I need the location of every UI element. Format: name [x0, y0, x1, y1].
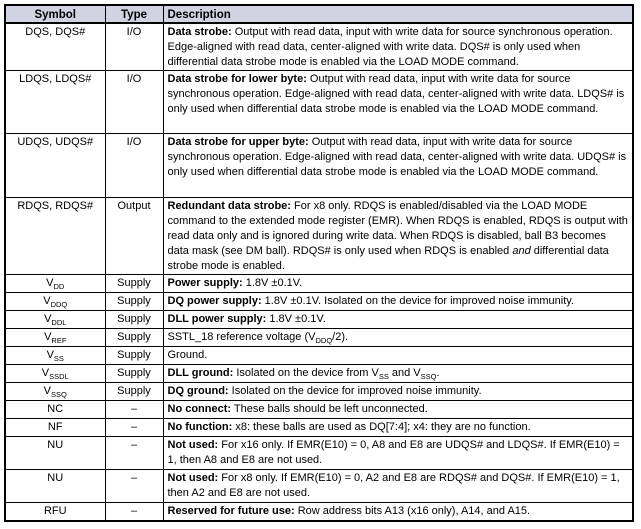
table-row — [5, 365, 633, 383]
description-cell: Not used: For x8 only. If EMR(E10) = 0, A2 and E8 are RDQS# and DQS#. If EMR(E10) = 1, then A2 and E8 are not used. — [163, 469, 633, 502]
description-cell: DQ ground: Isolated on the device for improved noise immunity. — [163, 383, 633, 401]
symbol-cell: $V_{DDL}$ — [5, 311, 105, 329]
symbol-cell: $V_{SSQ}$ — [5, 383, 105, 401]
table-row — [5, 401, 633, 419]
table-header-row — [5, 5, 633, 23]
type-cell: – — [105, 469, 163, 502]
table-row — [5, 347, 633, 365]
description-cell: DQ power supply: 1.8V ±0.1V. Isolated on the device for improved noise immunity. — [163, 293, 633, 311]
type-cell: – — [105, 401, 163, 419]
description-cell: DLL ground: Isolated on the device from $V_{SS}$ and $V_{SSQ}$. — [163, 365, 633, 383]
table-row — [5, 293, 633, 311]
symbol-cell: $V_{DD}$ — [5, 275, 105, 293]
symbol-cell: $V_{SS}$ — [5, 347, 105, 365]
table-row — [5, 419, 633, 437]
table-row — [5, 469, 633, 502]
description-cell: Data strobe for upper byte: Output with read data, input with write data for source synchronous operation. Edge-aligned with read data, center-aligned with write data. UDQS# is only used when differential data strobe mode is enabled via the LOAD MODE command. — [163, 134, 633, 198]
table-row — [5, 198, 633, 275]
type-cell: Supply — [105, 275, 163, 293]
symbol-cell: NF — [5, 419, 105, 437]
type-cell: – — [105, 502, 163, 521]
description-cell: Not used: For x16 only. If EMR(E10) = 0, A8 and E8 are UDQS# and LDQS#. If EMR(E10) = 1, then A8 and E8 are not used. — [163, 437, 633, 470]
symbol-cell: LDQS, LDQS# — [5, 71, 105, 134]
table-row — [5, 502, 633, 521]
type-cell: Supply — [105, 383, 163, 401]
description-cell: Ground. — [163, 347, 633, 365]
symbol-cell: $V_{SSDL}$ — [5, 365, 105, 383]
description-cell: Data strobe for lower byte: Output with read data, input with write data for source synchronous operation. Edge-aligned with read data, center-aligned with write data. LDQS# is only used when differential data strobe mode is enabled via the LOAD MODE command. — [163, 71, 633, 134]
type-cell: Supply — [105, 347, 163, 365]
symbol-cell: $V_{REF}$ — [5, 329, 105, 347]
symbol-cell: RFU — [5, 502, 105, 521]
table-row — [5, 437, 633, 470]
table-row — [5, 71, 633, 134]
type-cell: Supply — [105, 293, 163, 311]
description-cell: No connect: These balls should be left unconnected. — [163, 401, 633, 419]
type-cell: Supply — [105, 365, 163, 383]
type-cell: Supply — [105, 329, 163, 347]
description-cell: Redundant data strobe: For x8 only. RDQS is enabled/disabled via the LOAD MODE command to the extended mode register (EMR). When RDQS is enabled, RDQS is output with read data only and is ignored during write data. When RDQS is disabled, ball B3 becomes data mask (see DM ball). RDQS# is only used when RDQS is enabled and differential data strobe mode is enabled. — [163, 198, 633, 275]
description-cell: Reserved for future use: Row address bits A13 (x16 only), A14, and A15. — [163, 502, 633, 521]
type-cell: I/O — [105, 71, 163, 134]
type-cell: I/O — [105, 134, 163, 198]
description-cell: Power supply: 1.8V ±0.1V. — [163, 275, 633, 293]
symbol-cell: UDQS, UDQS# — [5, 134, 105, 198]
description-cell: No function: x8: these balls are used as DQ[7:4]; x4: they are no function. — [163, 419, 633, 437]
type-cell: Output — [105, 198, 163, 275]
description-cell: DLL power supply: 1.8V ±0.1V. — [163, 311, 633, 329]
column-header-description: Description — [163, 5, 633, 23]
symbol-cell: NU — [5, 469, 105, 502]
table-row — [5, 329, 633, 347]
symbol-cell: NU — [5, 437, 105, 470]
symbol-cell: RDQS, RDQS# — [5, 198, 105, 275]
table-row — [5, 23, 633, 71]
description-cell: Data strobe: Output with read data, input with write data for source synchronous operation. Edge-aligned with read data, center-aligned with write data. DQS# is only used when differential data strobe mode is enabled via the LOAD MODE command. — [163, 23, 633, 71]
table-row — [5, 134, 633, 198]
table-row — [5, 383, 633, 401]
type-cell: Supply — [105, 311, 163, 329]
description-cell: SSTL_18 reference voltage $(V_{DDQ}/2)$. — [163, 329, 633, 347]
column-header-type: Type — [105, 5, 163, 23]
type-cell: – — [105, 437, 163, 470]
type-cell: I/O — [105, 23, 163, 71]
table-row — [5, 275, 633, 293]
symbol-cell: DQS, DQS# — [5, 23, 105, 71]
symbol-cell: NC — [5, 401, 105, 419]
table-row — [5, 311, 633, 329]
column-header-symbol: Symbol — [5, 5, 105, 23]
symbol-cell: $V_{DDQ}$ — [5, 293, 105, 311]
ball-descriptions-table — [4, 4, 634, 522]
type-cell: – — [105, 419, 163, 437]
